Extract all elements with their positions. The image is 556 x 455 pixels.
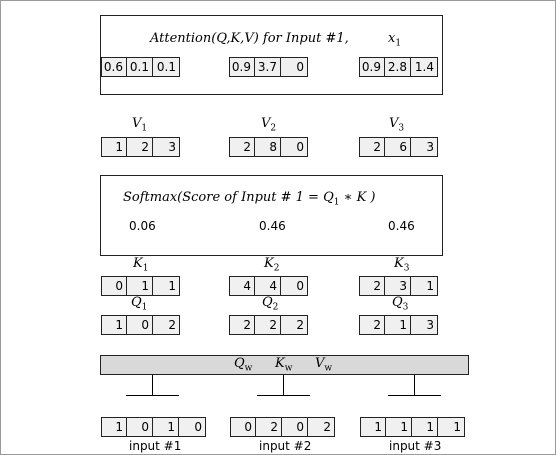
input-caption-1: input #1 [129, 439, 182, 453]
cell: 0 [296, 60, 304, 74]
connector-stem-3 [414, 375, 415, 395]
cell: 3.7 [255, 58, 281, 76]
cell: 0 [296, 140, 304, 154]
cell: 0.6 [102, 58, 127, 76]
cell: 2 [168, 318, 176, 332]
query-label-2: $Q_2$ [262, 295, 279, 313]
connector-stem-2 [283, 375, 284, 395]
attention-x-sub: 1 [395, 38, 402, 49]
cell: 3 [426, 318, 434, 332]
cell: 1 [102, 316, 127, 334]
cell: 2 [360, 316, 385, 334]
key-vector-3 [359, 276, 438, 296]
cell: 0 [282, 418, 308, 436]
cell: 1 [385, 316, 411, 334]
value-vector-2 [229, 137, 308, 157]
cell: 0.9 [230, 58, 255, 76]
input-caption-2: input #2 [259, 439, 312, 453]
cell: 1 [426, 279, 434, 293]
connector-bar-3 [388, 395, 441, 396]
cell: 4 [230, 277, 255, 295]
attention-output-2 [229, 57, 308, 77]
key-label-2: $K_2$ [264, 256, 280, 274]
key-label-3: $K_3$ [394, 256, 410, 274]
key-vector-1 [101, 276, 180, 296]
cell: 2 [255, 316, 281, 334]
cell: 1 [168, 279, 176, 293]
value-vector-1 [101, 137, 180, 157]
key-vector-2 [229, 276, 308, 296]
cell: 3 [426, 140, 434, 154]
input-caption-3: input #3 [389, 439, 442, 453]
cell: 1 [412, 418, 438, 436]
attention-title-text: Attention(Q,K,V) for Input #1, [150, 31, 349, 46]
softmax-score-1: 0.06 [129, 219, 156, 233]
cell: 6 [385, 138, 411, 156]
query-vector-1 [101, 315, 180, 335]
cell: 2 [256, 418, 282, 436]
softmax-score-3: 0.46 [388, 219, 415, 233]
attention-title [150, 31, 349, 46]
value-vector-3 [359, 137, 438, 157]
cell: 0 [194, 420, 202, 434]
cell: 1 [102, 138, 127, 156]
value-label-2: $V_2$ [261, 116, 277, 134]
cell: 1 [127, 277, 153, 295]
cell: 2 [296, 318, 304, 332]
cell: 0 [127, 418, 153, 436]
cell: 2 [360, 138, 385, 156]
cell: 1 [361, 418, 386, 436]
cell: 2.8 [385, 58, 411, 76]
cell: 0 [102, 277, 127, 295]
weight-label-v: $V_w$ [315, 356, 333, 374]
input-vector-1 [101, 417, 206, 437]
softmax-title-rest: ∗ K ) [339, 190, 376, 205]
input-vector-3 [360, 417, 465, 437]
cell: 3 [168, 140, 176, 154]
value-label-3: $V_3$ [389, 116, 405, 134]
cell: 3 [385, 277, 411, 295]
cell: 0.9 [360, 58, 385, 76]
cell: 2 [360, 277, 385, 295]
attention-output-3 [359, 57, 438, 77]
softmax-title-sub: 1 [333, 197, 340, 208]
cell: 0.1 [156, 60, 176, 74]
softmax-score-2: 0.46 [259, 219, 286, 233]
attention-x-letter: x [388, 31, 396, 46]
attention-output-1 [101, 57, 180, 77]
softmax-title [123, 190, 376, 208]
query-label-3: $Q_3$ [392, 295, 409, 313]
softmax-title-text: Softmax(Score of Input # 1 = Q [123, 190, 334, 205]
value-label-1: $V_1$ [132, 116, 148, 134]
cell: 2 [230, 138, 255, 156]
cell: 0 [231, 418, 256, 436]
query-label-1: $Q_1$ [131, 295, 148, 313]
weight-label-k: $K_w$ [275, 356, 293, 374]
connector-stem-1 [152, 375, 153, 395]
attention-box [100, 15, 443, 95]
input-vector-2 [230, 417, 335, 437]
cell: 0 [296, 279, 304, 293]
cell: 4 [255, 277, 281, 295]
cell: 1.4 [414, 60, 434, 74]
attention-x-label [388, 31, 401, 49]
connector-bar-1 [126, 395, 179, 396]
query-vector-3 [359, 315, 438, 335]
weight-label-q: $Q_w$ [234, 356, 253, 374]
softmax-box [100, 175, 443, 256]
cell: 2 [230, 316, 255, 334]
cell: 1 [386, 418, 412, 436]
cell: 1 [153, 418, 179, 436]
key-label-1: $K_1$ [133, 256, 149, 274]
cell: 1 [102, 418, 127, 436]
cell: 0 [127, 316, 153, 334]
cell: 0.1 [127, 58, 153, 76]
cell: 2 [127, 138, 153, 156]
cell: 2 [323, 420, 331, 434]
cell: 8 [255, 138, 281, 156]
connector-bar-2 [257, 395, 310, 396]
query-vector-2 [229, 315, 308, 335]
cell: 1 [453, 420, 461, 434]
